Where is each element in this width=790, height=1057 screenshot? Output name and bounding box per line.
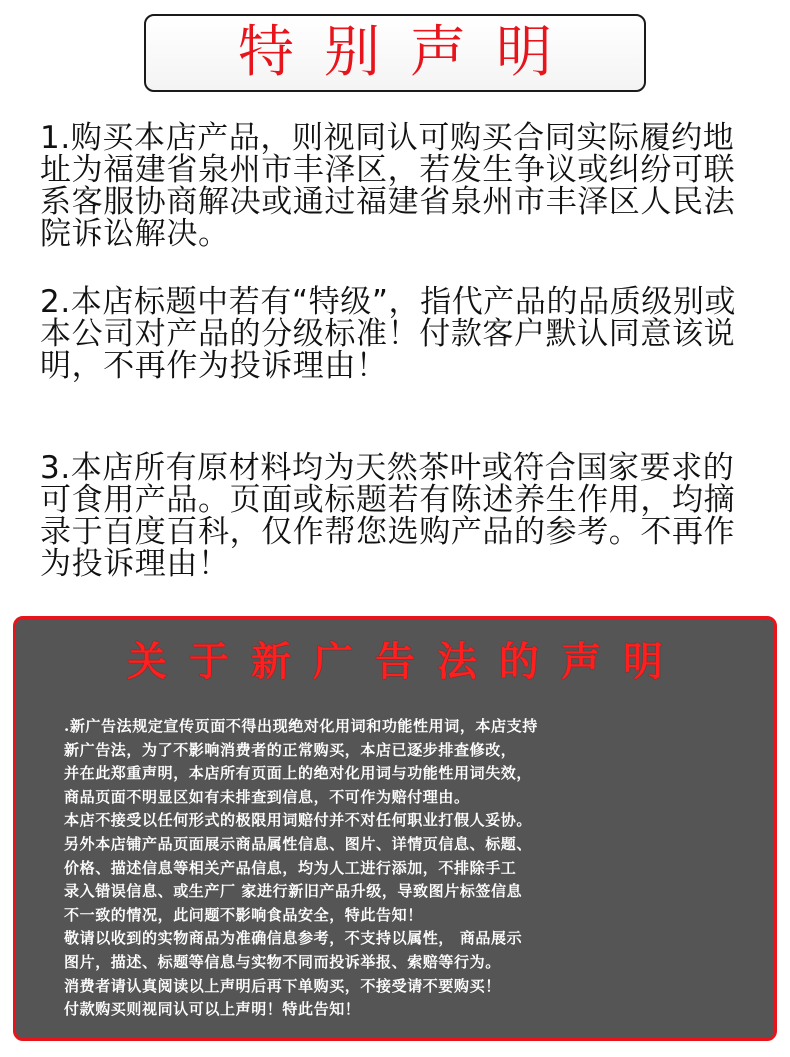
notice-line: 不一致的情况，此问题不影响食品安全，特此告知！ (64, 905, 423, 924)
statement-paragraph-1: 1.购买本店产品，则视同认可购买合同实际履约地址为福建省泉州市丰泽区，若发生争议或纠纷可联系客服协商解决或通过福建省泉州市丰泽区人民法院诉讼解决。 (40, 120, 736, 252)
notice-line: 价格、描述信息等相关产品信息，均为人工进行添加，不排除手工 (64, 858, 517, 877)
ad-law-notice-box (13, 616, 777, 1041)
notice-line: .新广告法规定宣传页面不得出现绝对化用词和功能性用词，本店支持 (64, 717, 538, 735)
notice-body (64, 715, 744, 1022)
statement-paragraph-3: 3.本店所有原材料均为天然茶叶或符合国家要求的可食用产品。页面或标题若有陈述养生作用，均摘录于百度百科，仅作帮您选购产品的参考。不再作为投诉理由！ (40, 450, 736, 582)
statement-paragraph-2: 2.本店标题中若有“特级”，指代产品的品质级别或本公司对产品的分级标准！付款客户默认同意该说明，不再作为投诉理由！ (40, 284, 737, 384)
notice-line: 本店不接受以任何形式的极限用词赔付并不对任何职业打假人妥协。 (64, 811, 533, 830)
notice-line: 敬请以收到的实物商品为准确信息参考，不支持以属性， 商品展示 (64, 929, 523, 948)
notice-line: 并在此郑重声明，本店所有页面上的绝对化用词与功能性用词失效， (64, 764, 533, 783)
notice-line: 付款购买则视同认可以上声明！特此告知！ (64, 1000, 361, 1019)
notice-line: 消费者请认真阅读以上声明后再下单购买，不接受请不要购买！ (64, 976, 501, 995)
notice-line: 另外本店铺产品页面展示商品属性信息、图片、详情页信息、标题、 (64, 834, 533, 853)
title-banner (144, 14, 646, 92)
notice-line: 图片，描述、标题等信息与实物不同而投诉举报、索赔等行为。 (64, 952, 501, 971)
notice-line: 新广告法，为了不影响消费者的正常购买，本店已逐步排查修改， (64, 740, 517, 759)
notice-line: 商品页面不明显区如有未排查到信息，不可作为赔付理由。 (64, 787, 470, 806)
notice-line: 录入错误信息、或生产厂 家进行新旧产品升级，导致图片标签信息 (64, 882, 523, 901)
page-title: 特别声明 (238, 20, 582, 85)
notice-title: 关于新广告法的声明 (127, 638, 685, 685)
